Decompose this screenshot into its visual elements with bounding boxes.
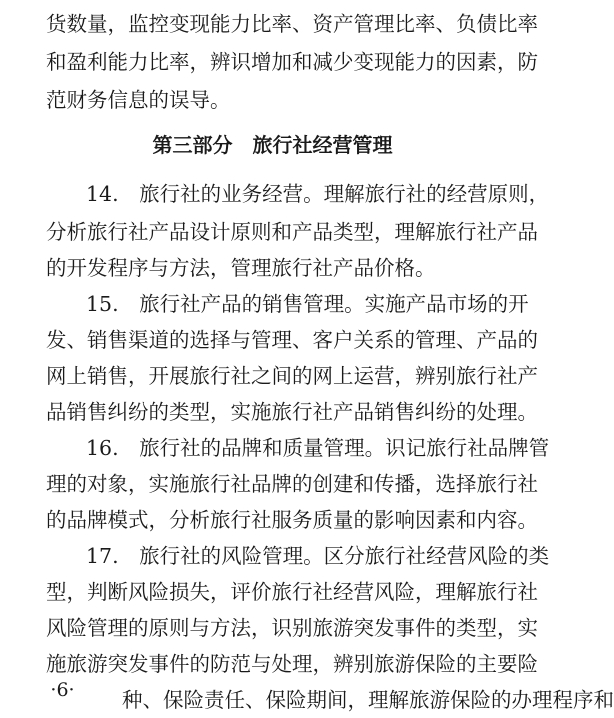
section-heading: 第三部分 旅行社经营管理 (152, 133, 393, 157)
paragraph-line: 网上销售，开展旅行社之间的网上运营，辨别旅行社产 (46, 364, 538, 388)
intro-line: 范财务信息的误导。 (46, 88, 231, 112)
paragraph-line: 17. 旅行社的风险管理。区分旅行社经营风险的类 (86, 544, 550, 568)
paragraph-line: 的开发程序与方法，管理旅行社产品价格。 (46, 256, 436, 280)
paragraph-line: 14. 旅行社的业务经营。理解旅行社的经营原则， (86, 182, 550, 206)
paragraph-line: 的品牌模式，分析旅行社服务质量的影响因素和内容。 (46, 508, 538, 532)
paragraph-line: 分析旅行社产品设计原则和产品类型，理解旅行社产品 (46, 220, 538, 244)
paragraph-line: 15. 旅行社产品的销售管理。实施产品市场的开 (86, 292, 529, 316)
paragraph-line: 理的对象，实施旅行社品牌的创建和传播，选择旅行社 (46, 472, 538, 496)
paragraph-line: 发、销售渠道的选择与管理、客户关系的管理、产品的 (46, 328, 538, 352)
page-number: ·6· (50, 679, 75, 701)
paragraph-line: 施旅游突发事件的防范与处理，辨别旅游保险的主要险 (46, 652, 538, 676)
paragraph-line: 型，判断风险损失，评价旅行社经营风险，理解旅行社 (46, 580, 538, 604)
paragraph-line: 16. 旅行社的品牌和质量管理。识记旅行社品牌管 (86, 436, 550, 460)
paragraph-line: 品销售纠纷的类型，实施旅行社产品销售纠纷的处理。 (46, 400, 538, 424)
paragraph-line: 种、保险责任、保险期间，理解旅游保险的办理程序和 (122, 688, 614, 712)
intro-line: 和盈利能力比率，辨识增加和减少变现能力的因素，防 (46, 50, 538, 74)
intro-line: 货数量，监控变现能力比率、资产管理比率、负债比率 (46, 12, 538, 36)
paragraph-line: 风险管理的原则与方法，识别旅游突发事件的类型，实 (46, 616, 538, 640)
